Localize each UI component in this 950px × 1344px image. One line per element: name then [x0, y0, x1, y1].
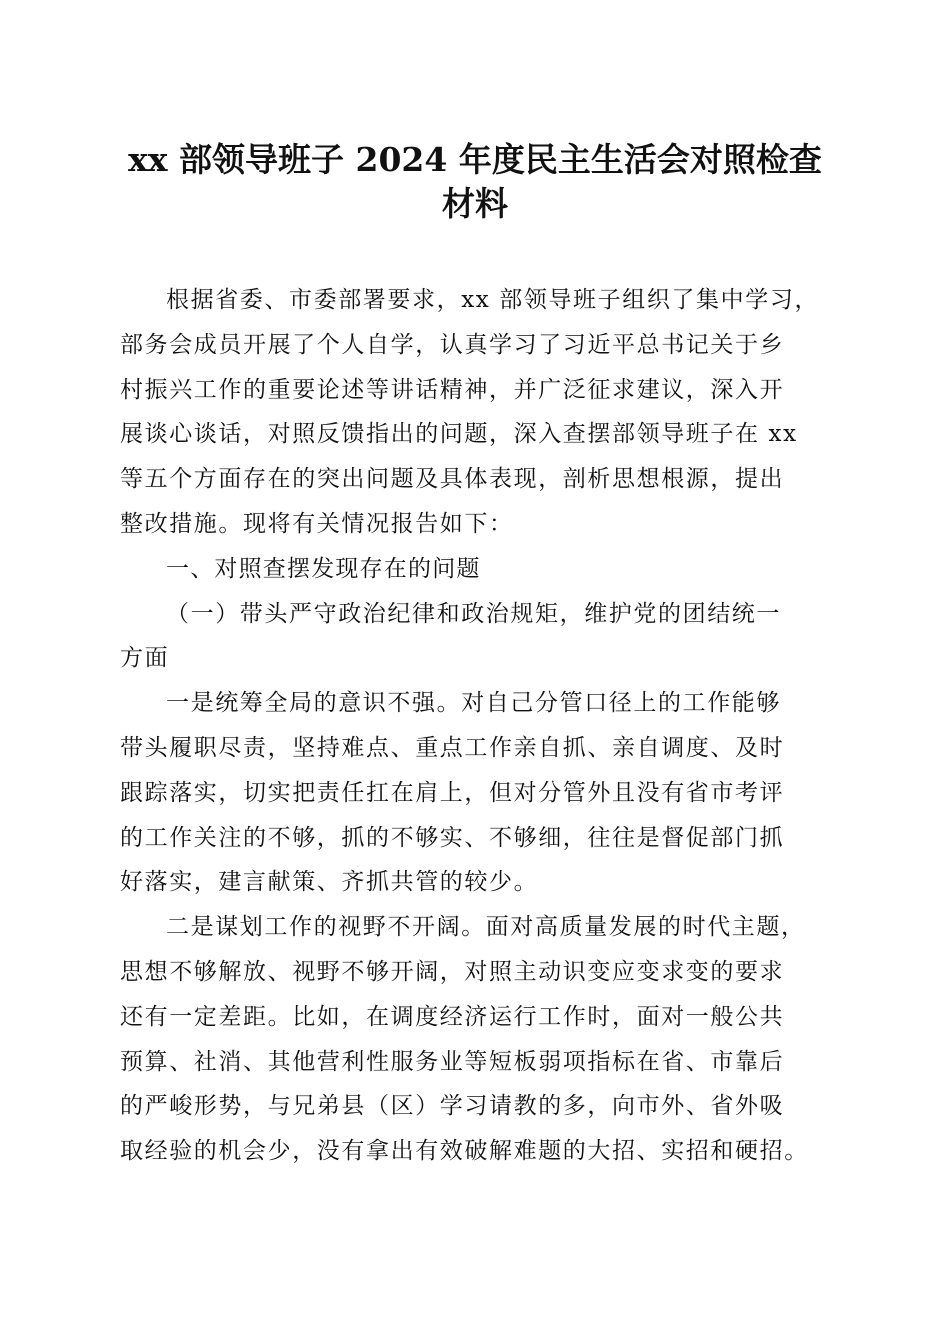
text-line: 带头履职尽责，坚持难点、重点工作亲自抓、亲自调度、及时 — [120, 734, 785, 761]
document-title — [90, 138, 860, 226]
text-line: 的工作关注的不够，抓的不够实、不够细，往往是督促部门抓 — [120, 824, 785, 851]
title-line-1: xx 部领导班子 2024 年度民主生活会对照检查 — [128, 140, 822, 179]
title-line-2: 材料 — [442, 184, 508, 223]
text-line: 村振兴工作的重要论述等讲话精神，并广泛征求建议，深入开 — [120, 376, 785, 403]
text-line: 二是谋划工作的视野不开阔。面对高质量发展的时代主题， — [166, 914, 806, 941]
text-line: 整改措施。现将有关情况报告如下： — [120, 510, 514, 537]
point-two-paragraph — [120, 905, 832, 1174]
text-line: 跟踪落实，切实把责任扛在肩上，但对分管外且没有省市考评 — [120, 779, 785, 806]
text-line: 取经验的机会少，没有拿出有效破解难题的大招、实招和硬招。 — [120, 1138, 809, 1165]
text-line: 等五个方面存在的突出问题及具体表现，剖析思想根源，提出 — [120, 466, 785, 493]
point-one-paragraph — [120, 681, 832, 905]
text-line: 展谈心谈话，对照反馈指出的问题，深入查摆部领导班子在 xx — [120, 421, 798, 448]
text-line: 预算、社消、其他营利性服务业等短板弱项指标在省、市靠后 — [120, 1048, 785, 1075]
intro-paragraph — [120, 278, 832, 547]
text-line: 一是统筹全局的意识不强。对自己分管口径上的工作能够 — [166, 690, 781, 717]
text-line: 思想不够解放、视野不够开阔，对照主动识变应变求变的要求 — [120, 958, 785, 985]
text-line: 根据省委、市委部署要求，xx 部领导班子组织了集中学习， — [166, 287, 820, 313]
document-body — [120, 278, 832, 1174]
subsection-heading — [120, 592, 832, 682]
text-line: 还有一定差距。比如，在调度经济运行工作时，面对一般公共 — [120, 1003, 785, 1030]
section-heading: 一、对照查摆发现存在的问题 — [166, 555, 481, 582]
text-line: 好落实，建言献策、齐抓共管的较少。 — [120, 869, 539, 896]
text-line: （一）带头严守政治纪律和政治规矩，维护党的团结统一 — [166, 600, 781, 627]
text-line: 的严峻形势，与兄弟县（区）学习请教的多，向市外、省外吸 — [120, 1093, 785, 1120]
text-line: 部务会成员开展了个人自学，认真学习了习近平总书记关于乡 — [120, 331, 785, 358]
text-line: 方面 — [120, 645, 170, 672]
